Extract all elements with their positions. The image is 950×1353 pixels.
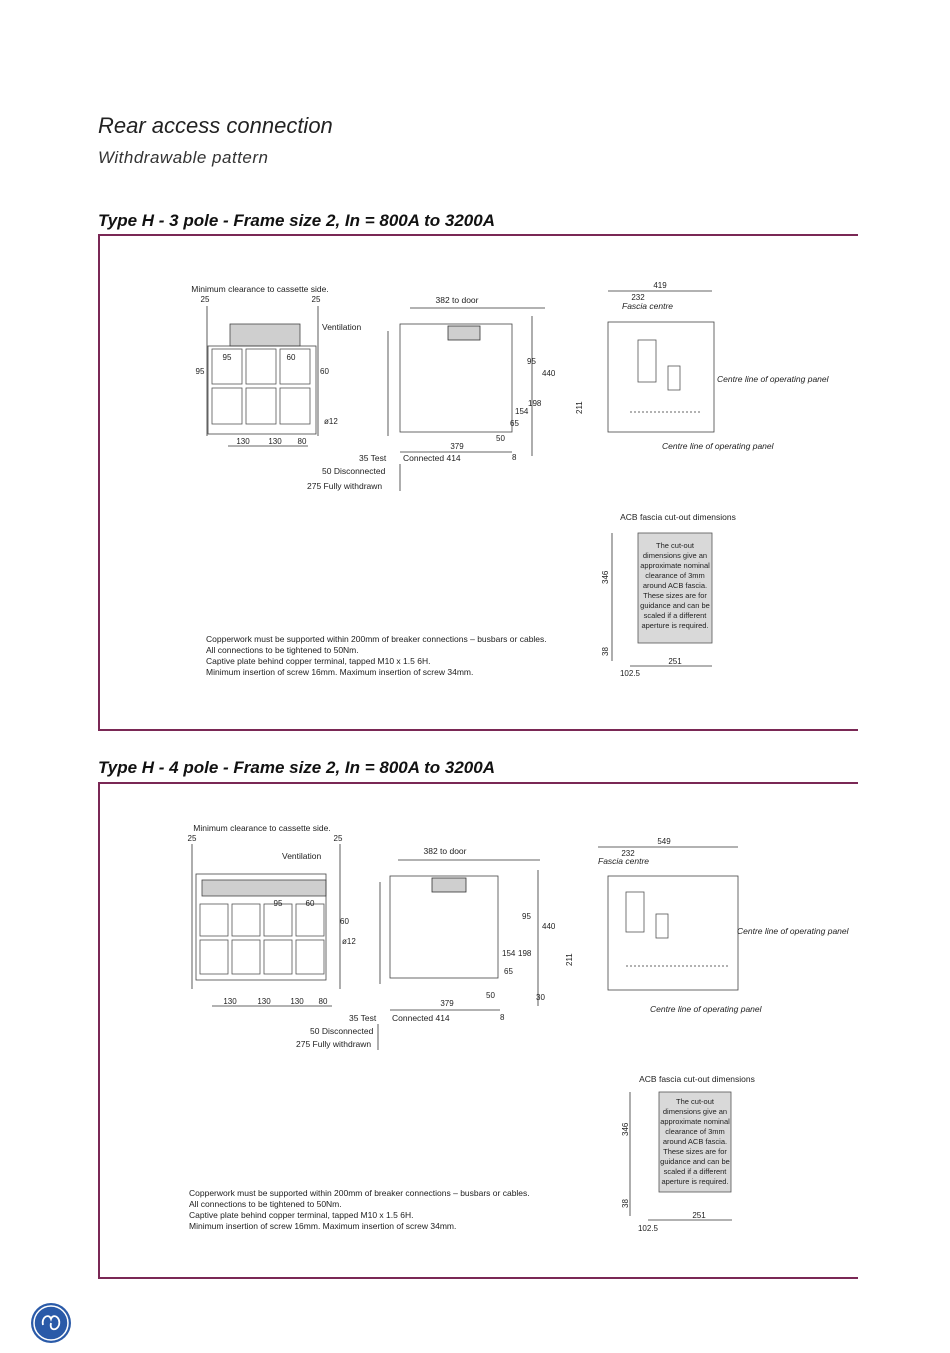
side-dim-8: 8 <box>512 453 517 462</box>
hole-dim: ø12 <box>324 417 338 426</box>
fascia-centre-label: Fascia centre <box>598 856 650 866</box>
dim-95-top: 95 <box>222 353 232 362</box>
side-dim-440: 440 <box>542 922 556 931</box>
side-dim-379: 379 <box>450 442 464 451</box>
page-subtitle: Withdrawable pattern <box>98 148 269 167</box>
door-label: 382 to door <box>435 295 479 305</box>
fascia-body <box>608 876 738 990</box>
side-dim-95: 95 <box>527 357 536 366</box>
svg-text:These sizes are for: These sizes are for <box>643 591 707 600</box>
dim-95-top: 95 <box>273 899 283 908</box>
page-title: Rear access connection <box>98 113 333 138</box>
note-line: Minimum insertion of screw 16mm. Maximum insertion of screw 34mm. <box>206 667 474 677</box>
cutout-h2: 38 <box>601 647 610 656</box>
cutout-note <box>660 1097 730 1186</box>
fascia-body <box>608 322 714 432</box>
disconnected-label: 50 Disconnected <box>322 466 386 476</box>
clearance-label: Minimum clearance to cassette side. <box>191 284 329 294</box>
test-label: 35 Test <box>359 453 387 463</box>
bottom-dim-2: 130 <box>268 437 282 446</box>
drawing-panel-3-pole <box>98 234 858 731</box>
dim-left: 25 <box>200 295 210 304</box>
svg-text:approximate nominal: approximate nominal <box>640 561 710 570</box>
cutout-h2: 38 <box>621 1199 630 1208</box>
note-line: Copperwork must be supported within 200mm of breaker connections – busbars or cables. <box>189 1188 530 1198</box>
dim-95-vert: 95 <box>195 367 205 376</box>
fascia-view <box>565 837 850 1014</box>
section-heading-3-pole: Type H - 3 pole - Frame size 2, In = 800A to 3200A <box>98 211 495 230</box>
bottom-dim-1: 130 <box>236 437 250 446</box>
svg-text:dimensions give an: dimensions give an <box>662 1107 728 1116</box>
note-line: Minimum insertion of screw 16mm. Maximum insertion of screw 34mm. <box>189 1221 457 1231</box>
side-dim-154: 154 <box>502 949 516 958</box>
drawing-panel-4-pole <box>98 782 858 1279</box>
centre-bottom-label: Centre line of operating panel <box>650 1004 762 1014</box>
centre-right-label: Centre line of operating panel <box>717 374 829 384</box>
side-dim-8: 8 <box>500 1013 505 1022</box>
clearance-label: Minimum clearance to cassette side. <box>193 823 331 833</box>
notes-3-pole <box>206 634 547 678</box>
dim-right: 25 <box>311 295 321 304</box>
svg-text:clearance of 3mm: clearance of 3mm <box>665 1127 725 1136</box>
disconnected-label: 50 Disconnected <box>310 1026 374 1036</box>
side-dim-65: 65 <box>504 967 513 976</box>
ventilation-label: Ventilation <box>322 322 362 332</box>
svg-text:These sizes are for: These sizes are for <box>663 1147 727 1156</box>
notes-4-pole <box>189 1188 530 1232</box>
cutout-w: 251 <box>692 1211 706 1220</box>
fascia-height: 211 <box>575 401 584 414</box>
svg-text:scaled if a different: scaled if a different <box>643 611 707 620</box>
svg-text:aperture is required.: aperture is required. <box>661 1177 729 1186</box>
svg-text:scaled if a different: scaled if a different <box>663 1167 727 1176</box>
connected-label: Connected 414 <box>392 1013 450 1023</box>
fascia-half: 232 <box>621 849 635 858</box>
note-line: Captive plate behind copper terminal, tapped M10 x 1.5 6H. <box>189 1210 414 1220</box>
svg-text:guidance and can be: guidance and can be <box>660 1157 730 1166</box>
cutout-title: ACB fascia cut-out dimensions <box>639 1074 755 1084</box>
svg-text:approximate nominal: approximate nominal <box>660 1117 730 1126</box>
svg-text:The cut-out: The cut-out <box>656 541 694 550</box>
side-view <box>296 846 556 1050</box>
withdrawn-label: 275 Fully withdrawn <box>296 1039 372 1049</box>
hole-dim: ø12 <box>342 937 356 946</box>
bottom-dim-3: 80 <box>297 437 307 446</box>
note-line: Captive plate behind copper terminal, tapped M10 x 1.5 6H. <box>206 656 431 666</box>
side-dim-50: 50 <box>496 434 505 443</box>
dim-60-vert: 60 <box>340 917 349 926</box>
connected-label: Connected 414 <box>403 453 461 463</box>
centre-right-label: Centre line of operating panel <box>737 926 849 936</box>
withdrawn-label: 275 Fully withdrawn <box>307 481 383 491</box>
cutout-title: ACB fascia cut-out dimensions <box>620 512 736 522</box>
svg-text:guidance and can be: guidance and can be <box>640 601 710 610</box>
side-dim-379: 379 <box>440 999 454 1008</box>
front-view <box>191 284 361 446</box>
vent-grille <box>202 880 326 896</box>
side-dim-65: 65 <box>510 419 519 428</box>
side-dim-95: 95 <box>522 912 531 921</box>
cutout-view <box>601 512 736 678</box>
dim-60-vert: 60 <box>320 367 329 376</box>
cutout-h: 346 <box>601 570 610 584</box>
dim-60-top: 60 <box>305 899 315 908</box>
section-heading-4-pole: Type H - 4 pole - Frame size 2, In = 800A to 3200A <box>98 758 495 777</box>
note-line: All connections to be tightened to 50Nm. <box>189 1199 342 1209</box>
cutout-offset: 102.5 <box>637 1224 659 1233</box>
side-dim-154: 154 <box>515 407 529 416</box>
front-view <box>188 823 357 1006</box>
vent-grille <box>230 324 300 346</box>
cutout-offset: 102.5 <box>619 669 641 678</box>
svg-text:clearance of 3mm: clearance of 3mm <box>645 571 705 580</box>
side-dim-50: 50 <box>486 991 495 1000</box>
cutout-h: 346 <box>621 1122 630 1136</box>
cutout-note <box>640 541 710 630</box>
dim-60-top: 60 <box>286 353 296 362</box>
ventilation-label: Ventilation <box>282 851 322 861</box>
svg-text:dimensions give an: dimensions give an <box>642 551 708 560</box>
note-line: All connections to be tightened to 50Nm. <box>206 645 359 655</box>
side-dim-30: 30 <box>536 993 545 1002</box>
door-label: 382 to door <box>423 846 467 856</box>
centre-bottom-label: Centre line of operating panel <box>662 441 774 451</box>
side-dim-198: 198 <box>528 399 542 408</box>
bottom-dim-4: 80 <box>318 997 328 1006</box>
side-dim-198: 198 <box>518 949 532 958</box>
svg-text:around ACB fascia.: around ACB fascia. <box>662 1137 728 1146</box>
bottom-dim-2: 130 <box>257 997 271 1006</box>
svg-text:The cut-out: The cut-out <box>676 1097 714 1106</box>
ge-logo-icon <box>31 1303 71 1343</box>
note-line: Copperwork must be supported within 200mm of breaker connections – busbars or cables. <box>206 634 547 644</box>
fascia-height: 211 <box>565 953 574 966</box>
test-label: 35 Test <box>349 1013 377 1023</box>
dim-left: 25 <box>187 834 197 843</box>
fascia-half: 232 <box>631 293 645 302</box>
bottom-dim-1: 130 <box>223 997 237 1006</box>
bottom-dim-3: 130 <box>290 997 304 1006</box>
fascia-centre-label: Fascia centre <box>622 301 674 311</box>
svg-text:aperture is required.: aperture is required. <box>641 621 709 630</box>
cutout-view <box>621 1074 755 1233</box>
fascia-width: 549 <box>657 837 671 846</box>
svg-text:around ACB fascia.: around ACB fascia. <box>642 581 708 590</box>
cutout-w: 251 <box>668 657 682 666</box>
side-dim-440: 440 <box>542 369 556 378</box>
dim-right: 25 <box>333 834 343 843</box>
fascia-width: 419 <box>653 281 667 290</box>
fascia-view <box>575 281 830 451</box>
